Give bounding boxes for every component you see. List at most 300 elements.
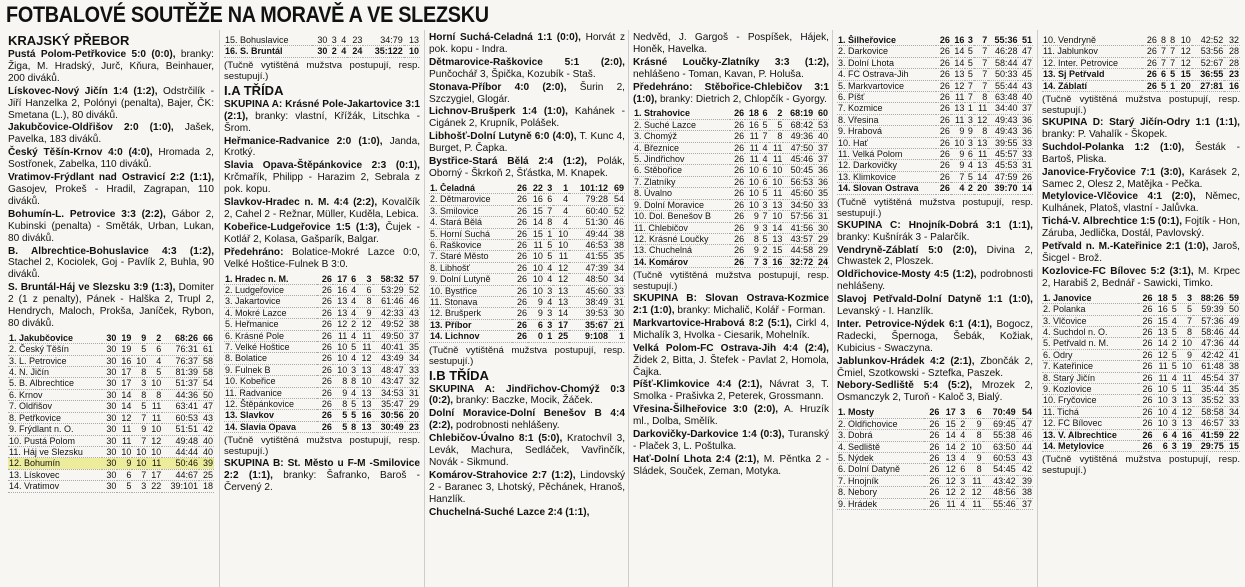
match-result: Heřmanice-Radvanice 2:0 (1:0), — [224, 135, 383, 147]
stat-cell: 12 — [940, 487, 956, 498]
stat-cell: 35 — [405, 341, 420, 352]
stat-cell: 30 — [102, 481, 117, 492]
stat-cell: 26 — [730, 142, 745, 153]
team-name: 11. Jablunkov — [1042, 46, 1142, 57]
stat-cell: 20 — [1176, 80, 1192, 91]
team-name: 10. Fryčovice — [1042, 395, 1138, 406]
stat-cell: 8 — [1178, 326, 1193, 337]
team-name: 8. Úvalno — [633, 188, 730, 199]
team-name: 2. Polanka — [1042, 304, 1138, 315]
stat-cell: 30 — [102, 458, 117, 469]
team-name: 1. Šilheřovice — [837, 35, 936, 46]
team-name: 3. Jakartovice — [224, 296, 317, 307]
stat-cell: 4 — [348, 353, 357, 364]
stat-cell: 8 — [348, 376, 357, 387]
stat-cell: 52:67 — [1192, 57, 1225, 68]
stat-cell: 29:75 — [1193, 441, 1225, 452]
stat-cell: 32 — [1224, 35, 1240, 46]
stat-cell: 11 — [553, 251, 569, 262]
stat-cell: 47:39 — [569, 262, 609, 273]
match-report — [837, 380, 1033, 404]
stat-cell: 9 — [951, 160, 965, 171]
standings-row — [224, 35, 420, 46]
stat-cell: 26 — [936, 69, 950, 80]
match-details: Stachel 2, Kociolek, Goj - Pavlík 2, Buhla, 90 diváků. — [8, 257, 214, 281]
stat-cell: 10 — [1176, 35, 1192, 46]
stat-cell: 26 — [936, 114, 950, 125]
standings-row — [1042, 304, 1240, 315]
standings-row — [8, 435, 214, 446]
stat-cell: 5 — [117, 481, 132, 492]
standings-row — [837, 80, 1033, 91]
standings-row — [633, 233, 829, 244]
stat-cell: 34:50 — [783, 199, 814, 210]
stat-cell: 45:60 — [783, 188, 814, 199]
stat-cell: 34 — [1225, 406, 1240, 417]
stat-cell: 58 — [199, 367, 214, 378]
stat-cell: 19 — [117, 333, 132, 344]
stat-cell: 49:48 — [162, 435, 199, 446]
stat-cell: 26 — [512, 228, 528, 239]
stat-cell: 11 — [769, 188, 784, 199]
match-report — [8, 246, 214, 282]
stat-cell: 8 — [1158, 35, 1167, 46]
stat-cell: 3 — [132, 481, 147, 492]
stat-cell: 0 — [528, 331, 544, 342]
standings-row — [224, 274, 420, 285]
stat-cell: 26 — [317, 387, 332, 398]
stat-cell: 20 — [405, 410, 420, 421]
match-report — [429, 32, 625, 56]
stat-cell: 46:53 — [569, 239, 609, 250]
stat-cell: 26 — [1138, 406, 1153, 417]
stat-cell: 7 — [965, 92, 973, 103]
stat-cell: 26 — [730, 108, 745, 119]
stat-cell: 30 — [609, 308, 625, 319]
stat-cell: 60 — [814, 108, 829, 119]
stat-cell: 26 — [730, 211, 745, 222]
match-result: Slavoj Petřvald-Dolní Datyně 1:1 (1:0), — [837, 294, 1033, 306]
stat-cell: 4 — [553, 217, 569, 228]
stat-cell: 49:43 — [988, 126, 1018, 137]
stat-cell: 10 — [553, 228, 569, 239]
stat-cell: 30 — [102, 367, 117, 378]
match-details: Návrat 3, T. Smolka - Prašivka 2, Peterek, Grossmann. — [633, 379, 829, 403]
team-name: 6. Krásné Pole — [224, 330, 317, 341]
team-name: 6. Krnov — [8, 389, 102, 400]
stat-cell: 40 — [1018, 92, 1033, 103]
stat-cell: 57:56 — [783, 211, 814, 222]
stat-cell: 17 — [117, 367, 132, 378]
stat-cell: 17 — [333, 274, 348, 285]
stat-cell: 55:36 — [988, 35, 1018, 46]
stat-cell: 30:56 — [373, 410, 405, 421]
stat-cell: 26 — [1138, 372, 1153, 383]
stat-cell: 4 — [544, 296, 553, 307]
stat-cell: 8 — [132, 389, 147, 400]
stat-cell: 6 — [760, 176, 769, 187]
stat-cell: 14 — [974, 171, 988, 182]
stat-cell: 11 — [357, 341, 372, 352]
team-name: 6. Raškovice — [429, 239, 512, 250]
stat-cell: 26 — [730, 119, 745, 130]
match-report — [837, 245, 1033, 269]
stat-cell: 12 — [951, 80, 965, 91]
stat-cell: 12 — [966, 487, 982, 498]
match-details: Polák, Oborný - Škrkoň 2, Šťástka, M. Knapek. — [429, 156, 625, 179]
standings-table — [1042, 293, 1240, 453]
team-name: 3. L. Petrovice — [8, 355, 102, 366]
standings-row — [837, 171, 1033, 182]
stat-cell: 5 — [333, 421, 348, 432]
match-details: Kahánek - Cigánek 2, Krupník, Polášek. — [429, 106, 625, 130]
standings-row — [429, 274, 625, 285]
stat-cell: 13 — [357, 364, 372, 375]
stat-cell: 26 — [924, 418, 940, 429]
standings-row — [1042, 326, 1240, 337]
stat-cell: 34:40 — [988, 103, 1018, 114]
stat-cell: 5 — [1158, 80, 1167, 91]
stat-cell: 41:56 — [783, 222, 814, 233]
standings-row — [837, 35, 1033, 46]
stat-cell: 51:51 — [162, 424, 199, 435]
stat-cell: 11 — [745, 142, 760, 153]
team-name: 12. Darkovičky — [837, 160, 936, 171]
standings-row — [429, 194, 625, 205]
team-name: 9. Dolní Lutyně — [429, 274, 512, 285]
stat-cell: 10 — [357, 376, 372, 387]
team-name: 4. Stará Bělá — [429, 217, 512, 228]
stat-cell: 10 — [333, 353, 348, 364]
stat-cell: 47 — [1017, 418, 1033, 429]
stat-cell: 47:50 — [783, 142, 814, 153]
stat-cell: 11 — [745, 131, 760, 142]
standings-row — [1042, 46, 1240, 57]
team-name: 8. Vřesina — [837, 114, 936, 125]
match-details: branky: Kušnírák 3 - Palarčík. — [837, 231, 970, 243]
stat-cell: 10 — [745, 188, 760, 199]
stat-cell: 16 — [951, 35, 965, 46]
stat-cell: 33 — [1225, 395, 1240, 406]
column-divider — [628, 30, 629, 587]
stat-cell: 29 — [814, 233, 829, 244]
stat-cell: 15 — [528, 228, 544, 239]
match-result: Předehráno: Stěbořice-Chlebičov 3:1 (1:0), — [633, 81, 829, 105]
stat-cell: 79:28 — [569, 194, 609, 205]
standings-row — [8, 424, 214, 435]
standings-row — [837, 114, 1033, 125]
stat-cell: 7 — [951, 171, 965, 182]
match-result: Slavkov-Hradec n. M. 4:4 (2:2), — [224, 197, 378, 209]
stat-cell: 19 — [1178, 441, 1193, 452]
stat-cell: 37 — [814, 142, 829, 153]
standings-row — [633, 199, 829, 210]
team-name: 12. Štěpánkovice — [224, 398, 317, 409]
stat-cell: 43 — [199, 412, 214, 423]
match-result: Jablunkov-Hrádek 4:2 (2:1), — [837, 355, 975, 367]
standings-row — [8, 469, 214, 480]
stat-cell: 47 — [1018, 46, 1033, 57]
stat-cell: 26 — [1138, 441, 1153, 452]
stat-cell: 26 — [512, 239, 528, 250]
stat-cell: 27:81 — [1192, 80, 1225, 91]
team-name: 2. Ludgeřovice — [224, 284, 317, 295]
stat-cell: 46:28 — [988, 46, 1018, 57]
stat-cell: 26 — [1138, 418, 1153, 429]
match-report — [633, 379, 829, 403]
stat-cell: 8 — [132, 367, 147, 378]
match-report — [8, 209, 214, 245]
stat-cell: 6 — [544, 194, 553, 205]
stat-cell: 54 — [199, 378, 214, 389]
standings-row — [224, 284, 420, 295]
match-report — [8, 122, 214, 146]
stat-cell: 26 — [317, 330, 332, 341]
stat-cell: 7 — [974, 69, 988, 80]
stat-cell: 5 — [147, 367, 162, 378]
match-report — [224, 99, 420, 135]
stat-cell: 22 — [147, 481, 162, 492]
stat-cell: 38:49 — [569, 296, 609, 307]
stat-cell: 4 — [957, 498, 967, 509]
team-name: 4. Mokré Lazce — [224, 307, 317, 318]
stat-cell: 12 — [117, 412, 132, 423]
team-name: 8. Libhošť — [429, 262, 512, 273]
stat-cell: 30 — [312, 35, 328, 46]
stat-cell: 6 — [760, 108, 769, 119]
match-report — [429, 106, 625, 130]
stat-cell: 4 — [348, 387, 357, 398]
stat-cell: 10 — [404, 46, 420, 57]
standings-row — [224, 330, 420, 341]
stat-cell: 12 — [1154, 349, 1169, 360]
stat-cell: 4 — [348, 330, 357, 341]
team-name: 3. Smilovice — [429, 205, 512, 216]
match-report — [8, 282, 214, 330]
stat-cell: 11 — [1178, 383, 1193, 394]
stat-cell: 44 — [1017, 441, 1033, 452]
stat-cell: 69:45 — [983, 418, 1017, 429]
stat-cell: 1 — [544, 331, 553, 342]
stat-cell: 14 — [117, 401, 132, 412]
standings-row — [8, 367, 214, 378]
match-result: Krásné Pole-Jakartovice 3:1 (2:1), — [224, 98, 420, 122]
team-name: 11. Radvanice — [224, 387, 317, 398]
stat-cell: 30 — [102, 435, 117, 446]
stat-cell: 12 — [357, 353, 372, 364]
stat-cell: 43:42 — [983, 475, 1017, 486]
stat-cell: 9 — [117, 458, 132, 469]
stat-cell: 10 — [1154, 418, 1169, 429]
match-details: Bolatice-Mokré Lazce 0:0, Velké Hoštice-Fulnek B 3:0. — [224, 246, 420, 270]
team-name: 4. Sedliště — [837, 441, 924, 452]
match-details: branky: P. Vahalík - Škopek. — [1042, 128, 1168, 140]
match-report — [224, 222, 420, 246]
match-result: Chuchelná-Suché Lazce 2:4 (1:1), — [429, 506, 590, 518]
stat-cell: 35:44 — [1193, 383, 1225, 394]
stat-cell: 26 — [730, 188, 745, 199]
standings-row — [224, 341, 420, 352]
stat-cell: 29 — [405, 398, 420, 409]
match-details: Janda, Krotký. — [224, 135, 420, 159]
stat-cell: 13 — [1178, 395, 1193, 406]
stat-cell: 12 — [357, 319, 372, 330]
column-divider — [219, 30, 220, 587]
stat-cell: 26 — [317, 353, 332, 364]
stat-cell: 9 — [745, 222, 760, 233]
stat-cell: 8 — [769, 131, 784, 142]
stat-cell: 63:48 — [988, 92, 1018, 103]
team-name: 4. FC Ostrava-Jih — [837, 69, 936, 80]
standings-row — [837, 430, 1033, 441]
match-result: Vřesina-Šilheřovice 3:0 (2:0), — [633, 404, 779, 416]
stat-cell: 66 — [199, 333, 214, 344]
stat-cell: 50:46 — [162, 458, 199, 469]
stat-cell: 33 — [609, 285, 625, 296]
team-name: 16. S. Bruntál — [224, 46, 312, 57]
match-report — [1042, 216, 1240, 240]
stat-cell: 26 — [936, 160, 950, 171]
stat-cell: 5 — [333, 410, 348, 421]
stat-cell: 26 — [730, 222, 745, 233]
stat-cell: 12 — [1176, 57, 1192, 68]
stat-cell: 10 — [951, 137, 965, 148]
stat-cell: 9 — [132, 424, 147, 435]
match-details: Gábor 2, Kubinski (penalta) - Směták, Urban, Lukan, 80 diváků. — [8, 208, 214, 244]
stat-cell: 8 — [974, 92, 988, 103]
match-result: Jindřichov-Chomýž 0:3 (0:2), — [429, 383, 625, 407]
match-details: branky: Šafranko, Baroš - Červený 2. — [224, 470, 420, 493]
stat-cell: 28 — [1224, 57, 1240, 68]
stat-cell: 13 — [1154, 326, 1169, 337]
stat-cell: 45 — [1018, 69, 1033, 80]
stat-cell: 11 — [147, 401, 162, 412]
stat-cell: 68:19 — [783, 108, 814, 119]
promotion-note: (Tučně vytištěná mužstva postupují, resp. sestupují.) — [224, 59, 420, 82]
match-report — [8, 172, 214, 208]
stat-cell: 6 — [1154, 441, 1169, 452]
stat-cell: 13 — [357, 398, 372, 409]
stat-cell: 13 — [974, 137, 988, 148]
stat-cell: 41:59 — [1193, 429, 1225, 440]
standings-row — [837, 441, 1033, 452]
standings-row — [8, 378, 214, 389]
team-name: 1. Čeladná — [429, 183, 512, 194]
column-divider — [1037, 30, 1038, 587]
standings-row — [837, 464, 1033, 475]
match-report — [429, 470, 625, 506]
stat-cell: 1 — [965, 103, 973, 114]
stat-cell: 4 — [348, 307, 357, 318]
stat-cell: 25 — [199, 469, 214, 480]
stat-cell: 26 — [512, 331, 528, 342]
standings-row — [1042, 441, 1240, 452]
team-name: 5. Nýdek — [837, 452, 924, 463]
stat-cell: 7 — [1167, 57, 1176, 68]
match-details: Němec, Kulhánek, Platoš, vlastní - Jalůvka. — [1042, 191, 1240, 215]
stat-cell: 5 — [544, 251, 553, 262]
stat-cell: 16 — [333, 284, 348, 295]
standings-table — [224, 35, 420, 58]
stat-cell: 45:57 — [988, 149, 1018, 160]
stat-cell: 5 — [348, 341, 357, 352]
stat-cell: 42:42 — [1193, 349, 1225, 360]
stat-cell: 53 — [814, 119, 829, 130]
stat-cell: 51 — [1018, 35, 1033, 46]
stat-cell: 2 — [348, 319, 357, 330]
stat-cell: 60:53 — [983, 452, 1017, 463]
match-details: branky: vlastní, Křížák, Litschka - Šrom. — [224, 110, 420, 134]
match-result: Předehráno: — [224, 246, 284, 258]
stat-cell: 10 — [553, 239, 569, 250]
stat-cell: 5 — [1169, 383, 1178, 394]
stat-cell: 5 — [1178, 304, 1193, 315]
standings-row — [1042, 57, 1240, 68]
stat-cell: 3 — [965, 114, 973, 125]
stat-cell: 3 — [760, 222, 769, 233]
team-name: 8. Nebory — [837, 487, 924, 498]
stat-cell: 9 — [357, 307, 372, 318]
stat-cell: 7 — [1178, 315, 1193, 326]
match-result: Janovice-Fryčovice 7:1 (3:0), — [1042, 166, 1185, 178]
stat-cell: 38 — [1017, 487, 1033, 498]
stat-cell: 8 — [966, 430, 982, 441]
standings-row — [224, 353, 420, 364]
match-result: Libhošť-Dolní Lutyně 6:0 (4:0), — [429, 131, 577, 143]
stat-cell: 6 — [1158, 69, 1167, 80]
stat-cell: 11 — [1154, 372, 1169, 383]
stat-cell: 47 — [199, 401, 214, 412]
stat-cell: 30 — [102, 401, 117, 412]
team-name: 4. Březnice — [633, 142, 730, 153]
match-report — [633, 293, 829, 317]
match-result: Kozlovice-FC Bílovec 5:2 (3:1), — [1042, 265, 1194, 277]
stat-cell: 16 — [528, 194, 544, 205]
match-details: Šesták - Bartoš, Pliska. — [1042, 141, 1240, 165]
stat-cell: 13 — [974, 160, 988, 171]
team-name: 2. Suché Lazce — [633, 119, 730, 130]
stat-cell: 26 — [924, 407, 940, 418]
stat-cell: 7 — [974, 57, 988, 68]
stat-cell: 33 — [1018, 149, 1033, 160]
standings-row — [633, 119, 829, 130]
stat-cell: 4 — [1169, 429, 1178, 440]
standings-row — [1042, 293, 1240, 304]
stat-cell: 10 — [147, 424, 162, 435]
group-label: SKUPINA B: — [633, 293, 697, 305]
stat-cell: 56:53 — [783, 176, 814, 187]
standings-table — [837, 35, 1033, 195]
stat-cell: 14 — [951, 46, 965, 57]
stat-cell: 26 — [512, 296, 528, 307]
stat-cell: 13 — [951, 103, 965, 114]
team-name: 7. Zlatníky — [633, 176, 730, 187]
column-divider — [424, 30, 425, 587]
stat-cell: 26 — [512, 183, 528, 194]
team-name: 3. Dobrá — [837, 430, 924, 441]
stat-cell: 26 — [936, 80, 950, 91]
team-name: 4. Suchdol n. O. — [1042, 326, 1138, 337]
stat-cell: 7 — [760, 131, 769, 142]
stat-cell: 26 — [512, 308, 528, 319]
stat-cell: 16 — [1224, 80, 1240, 91]
standings-row — [633, 142, 829, 153]
match-details: Domiter 2 (1 z penalty), Pánek - Halška 2, Trupl 2, Hendrych, Maloch, Prokša, Janíček, Rybon, 80 diváků. — [8, 282, 214, 329]
stat-cell: 34 — [405, 353, 420, 364]
stat-cell: 26 — [936, 92, 950, 103]
match-result: Hnojník-Dobrá 3:1 (1:1), — [908, 219, 1033, 231]
stat-cell: 26 — [730, 245, 745, 256]
